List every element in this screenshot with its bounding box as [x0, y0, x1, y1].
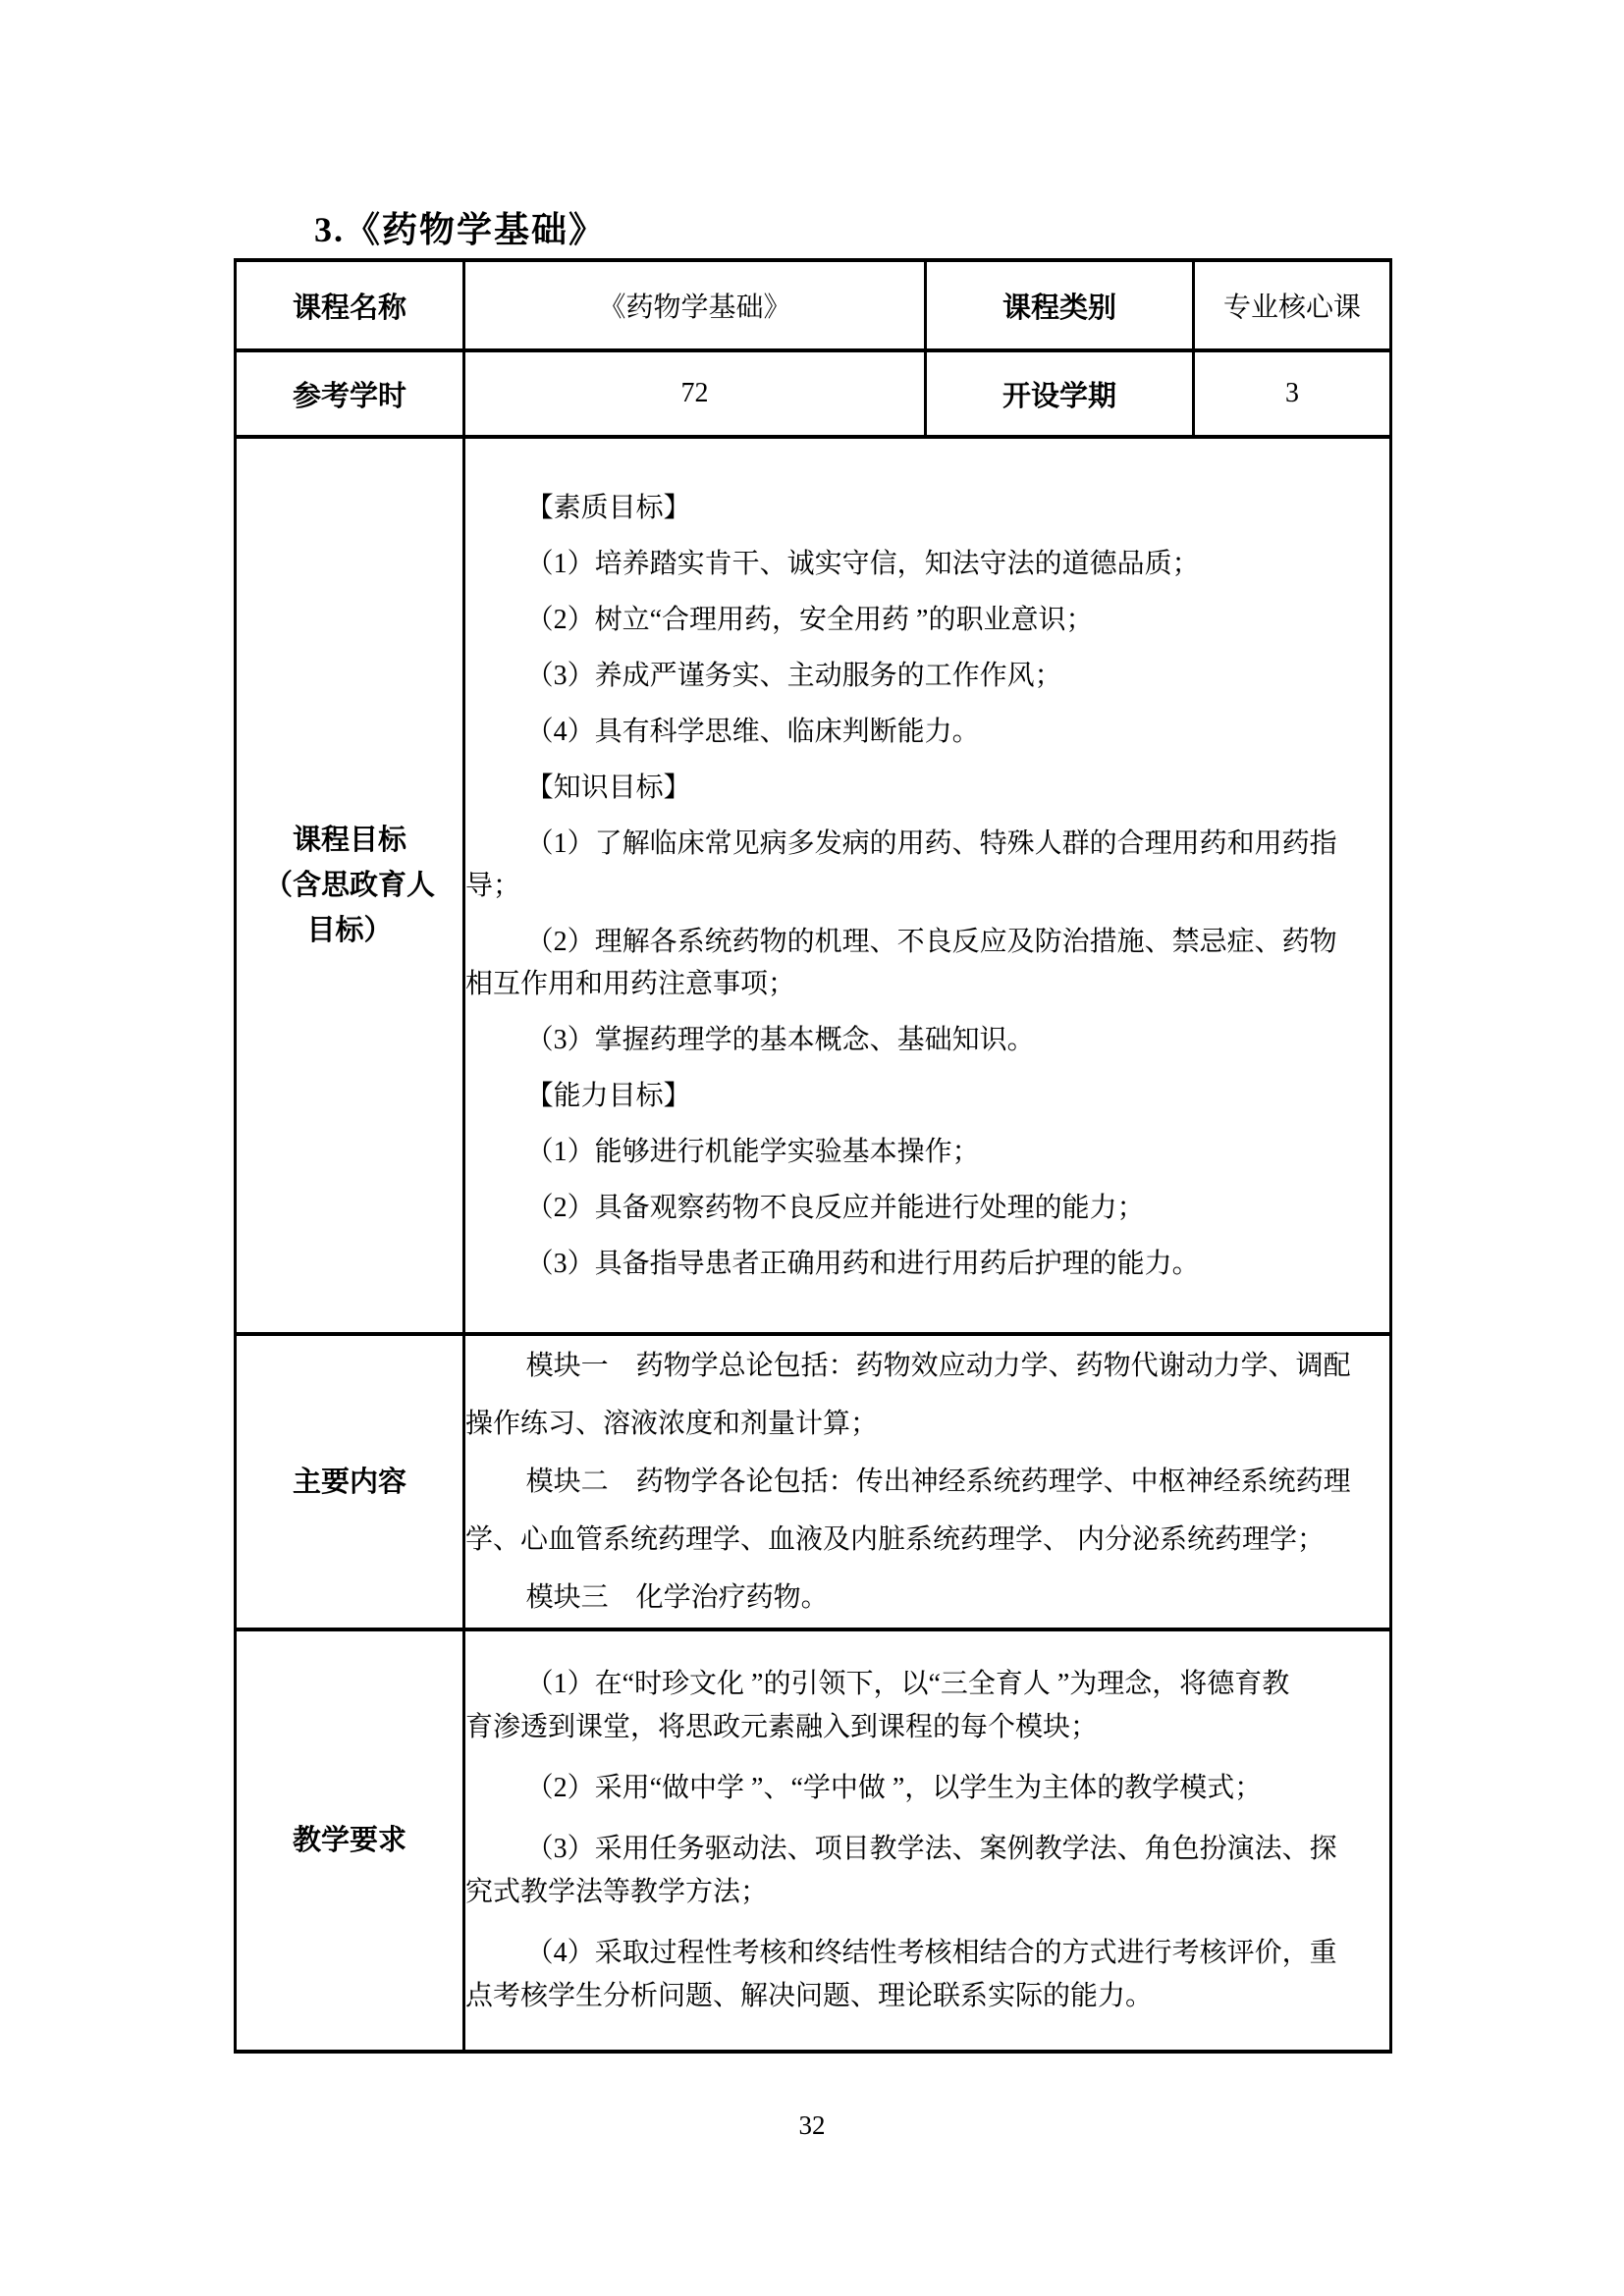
main-content-content	[464, 1334, 1391, 1629]
reference-hours-value: 72	[464, 350, 926, 437]
content-line: 究式教学法等教学方法；	[465, 1877, 769, 1907]
table-row-main-content	[236, 1334, 1391, 1629]
row-label-line: 主要内容	[292, 1466, 406, 1498]
content-line: （3）养成严谨务实、主动服务的工作作风；	[525, 660, 1062, 691]
row-label-line: 课程目标	[292, 825, 406, 856]
semester-value: 3	[1194, 350, 1391, 437]
content-line: 导；	[465, 870, 521, 901]
course-name-value: 《药物学基础》	[464, 260, 926, 350]
semester-label: 开设学期	[926, 350, 1194, 437]
course-type-value: 专业核心课	[1194, 260, 1391, 350]
content-line: （3）掌握药理学的基本概念、基础知识。	[525, 1024, 1035, 1055]
content-line: （2）具备观察药物不良反应并能进行处理的能力；	[525, 1192, 1145, 1223]
content-line: （1）了解临床常见病多发病的用药、特殊人群的合理用药和用药指	[525, 828, 1337, 859]
content-line: 【知识目标】	[525, 772, 691, 803]
table-row-course-objectives	[236, 437, 1391, 1334]
content-line: （1）培养踏实肯干、诚实守信，知法守法的道德品质；	[525, 548, 1200, 579]
content-line: 模块三 化学治疗药物。	[525, 1582, 829, 1613]
content-line: （2）理解各系统药物的机理、不良反应及防治措施、禁忌症、药物	[525, 926, 1337, 957]
teaching-requirements-content	[464, 1629, 1391, 2052]
course-type-label: 课程类别	[926, 260, 1194, 350]
content-line: 点考核学生分析问题、解决问题、理论联系实际的能力。	[465, 1981, 1154, 2011]
content-line: 育渗透到课堂，将思政元素融入到课程的每个模块；	[465, 1712, 1099, 1742]
row-label-line: （含思政育人	[263, 870, 435, 901]
content-line: （3）具备指导患者正确用药和进行用药后护理的能力。	[525, 1248, 1200, 1279]
teaching-requirements-text	[465, 1663, 1389, 2018]
content-line: 模块二 药物学各论包括：传出神经系统药理学、中枢神经系统药理	[525, 1467, 1351, 1497]
page-title: 3.《药物学基础》	[314, 210, 607, 249]
content-line: 【素质目标】	[525, 492, 691, 523]
table-row-course-name	[236, 260, 1391, 350]
row-label-line: 教学要求	[292, 1825, 406, 1856]
content-line: （4）具有科学思维、临床判断能力。	[525, 716, 980, 747]
course-objectives-text	[465, 487, 1389, 1285]
content-line: （1）在“时珍文化 ”的引领下，以“三全育人 ”为理念，将德育教	[525, 1669, 1290, 1699]
reference-hours-label: 参考学时	[236, 350, 464, 437]
course-name-label: 课程名称	[236, 260, 464, 350]
main-content-text	[465, 1337, 1389, 1627]
content-line: 【能力目标】	[525, 1080, 691, 1111]
content-line: （2）采用“做中学 ”、“学中做 ”，以学生为主体的教学模式；	[525, 1773, 1263, 1803]
content-line: （4）采取过程性考核和终结性考核相结合的方式进行考核评价，重	[525, 1938, 1337, 1968]
content-line: 相互作用和用药注意事项；	[465, 968, 796, 999]
table-row-teaching-requirements	[236, 1629, 1391, 2052]
content-line: （2）树立“合理用药，安全用药 ”的职业意识；	[525, 604, 1094, 635]
table-row-hours-semester	[236, 350, 1391, 437]
content-line: 模块一 药物学总论包括：药物效应动力学、药物代谢动力学、调配	[525, 1351, 1351, 1381]
main-content-label	[236, 1334, 464, 1629]
row-label-line: 目标）	[306, 915, 393, 946]
content-line: （3）采用任务驱动法、项目教学法、案例教学法、角色扮演法、探	[525, 1834, 1337, 1864]
teaching-requirements-label	[236, 1629, 464, 2052]
course-objectives-label	[236, 437, 464, 1334]
content-line: 操作练习、溶液浓度和剂量计算；	[465, 1409, 879, 1439]
page-number: 32	[798, 2110, 826, 2140]
content-line: 学、心血管系统药理学、血液及内脏系统药理学、 内分泌系统药理学；	[465, 1524, 1326, 1555]
course-info-table	[234, 258, 1392, 2054]
content-line: （1）能够进行机能学实验基本操作；	[525, 1136, 980, 1167]
course-objectives-content	[464, 437, 1391, 1334]
